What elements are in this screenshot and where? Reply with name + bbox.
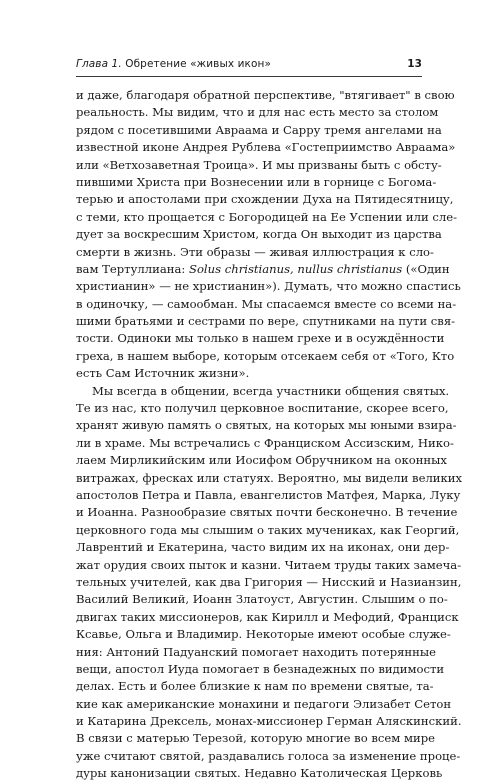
text-line: есть Сам Источник жизни». <box>76 366 250 381</box>
text-line: с теми, кто прощается с Богородицей на Ее Успении или сле- <box>76 209 458 224</box>
text-line: хранят живую память о святых, на которых мы юными взира- <box>76 418 457 433</box>
text-line: терью и апостолами при схождении Духа на Пятидесятницу, <box>76 192 454 207</box>
text-line: В связи с матерью Терезой, которую многие во всем мире <box>76 731 435 746</box>
text-line: Ксавье, Ольга и Владимир. Некоторые имеют особые служе- <box>76 627 451 642</box>
paragraph-1 <box>76 87 461 383</box>
chapter-label: Глава 1. <box>76 58 122 70</box>
text-line: уже считают святой, раздавались голоса за изменение проце- <box>76 748 461 763</box>
text-line: и даже, благодаря обратной перспективе, "втягивает" в свою <box>76 88 455 102</box>
text-line: церковного года мы слышим о таких мучениках, как Георгий, <box>76 522 460 537</box>
text-line: тости. Одиноки мы только в нашем грехе и в осуждённости <box>76 331 445 346</box>
text-line: рядом с посетившими Авраама и Сарру тремя ангелами на <box>76 122 442 137</box>
text-line: Те из нас, кто получил церковное воспитание, скорее всего, <box>76 401 449 416</box>
text-line: дует за воскресшим Христом, когда Он выходит из царства <box>76 227 442 242</box>
text-line: христианин» — не христианин»). Думать, что можно спастись <box>76 279 461 294</box>
chapter-heading <box>76 58 271 70</box>
text-line: и Катарина Дрексель, монах-миссионер Герман Аляскинский. <box>76 714 462 729</box>
text-line: Лаврентий и Екатерина, часто видим их на иконах, они дер- <box>76 540 450 555</box>
paragraph-2 <box>76 383 463 783</box>
text-line: в одиночку, — самообман. Мы спасаемся вместе со всеми на- <box>76 296 457 311</box>
running-head <box>76 58 422 74</box>
text-fragment: вам Тертуллиана: <box>76 261 189 276</box>
text-line: жат орудия своих пыток и казни. Читаем труды таких замеча- <box>76 557 462 572</box>
text-line: смерти в жизнь. Эти образы — живая иллюстрация к сло- <box>76 244 434 259</box>
text-line: ния: Антоний Падуанский помогает находить потерянные <box>76 644 436 659</box>
text-line-with-latin <box>76 261 450 278</box>
text-line: витражах, фресках или статуях. Вероятно, мы видели великих <box>76 470 463 485</box>
text-fragment: («Один <box>402 261 450 276</box>
text-line: вещи, апостол Иуда помогает в безнадежных по видимости <box>76 661 445 676</box>
text-line: Мы всегда в общении, всегда участники общения святых. <box>92 383 450 398</box>
text-line: тельных учителей, как два Григория — Нисский и Назианзин, <box>76 574 462 589</box>
chapter-title: Обретение «живых икон» <box>125 58 271 70</box>
text-line: делах. Есть и более близкие к нам по времени святые, та- <box>76 679 434 694</box>
text-line: греха, в нашем выборе, которым отсекаем себя от «Того, Кто <box>76 348 455 363</box>
text-line: дуры канонизации святых. Недавно Католическая Церковь <box>76 766 443 781</box>
text-line: кие как американские монахини и педагоги Элизабет Сетон <box>76 696 452 711</box>
text-line: или «Ветхозаветная Троица». И мы призваны быть с обсту- <box>76 157 442 172</box>
page-body <box>76 87 463 783</box>
header-rule <box>76 76 422 77</box>
text-line: известной иконе Андрея Рублева «Гостеприимство Авраама» <box>76 140 456 155</box>
text-line: Василий Великий, Иоанн Златоуст, Августин. Слышим о по- <box>76 592 448 607</box>
text-line: шими братьями и сестрами по вере, спутниками на пути свя- <box>76 314 456 329</box>
text-line: ли в храме. Мы встречались с Франциском Ассизским, Нико- <box>76 435 454 450</box>
text-line: лаем Мирликийским или Иосифом Обручником на оконных <box>76 453 447 468</box>
page-number: 13 <box>407 58 422 70</box>
text-line: пившими Христа при Вознесении или в горнице с Богома- <box>76 174 437 189</box>
text-line: двигах таких миссионеров, как Кирилл и Мефодий, Франциск <box>76 609 459 624</box>
text-line: реальность. Мы видим, что и для нас есть место за столом <box>76 105 439 120</box>
latin-quote: Solus christianus, nullus christianus <box>189 261 403 276</box>
text-line: апостолов Петра и Павла, евангелистов Матфея, Марка, Луку <box>76 487 461 502</box>
text-line: и Иоанна. Разнообразие святых почти бесконечно. В течение <box>76 505 458 520</box>
